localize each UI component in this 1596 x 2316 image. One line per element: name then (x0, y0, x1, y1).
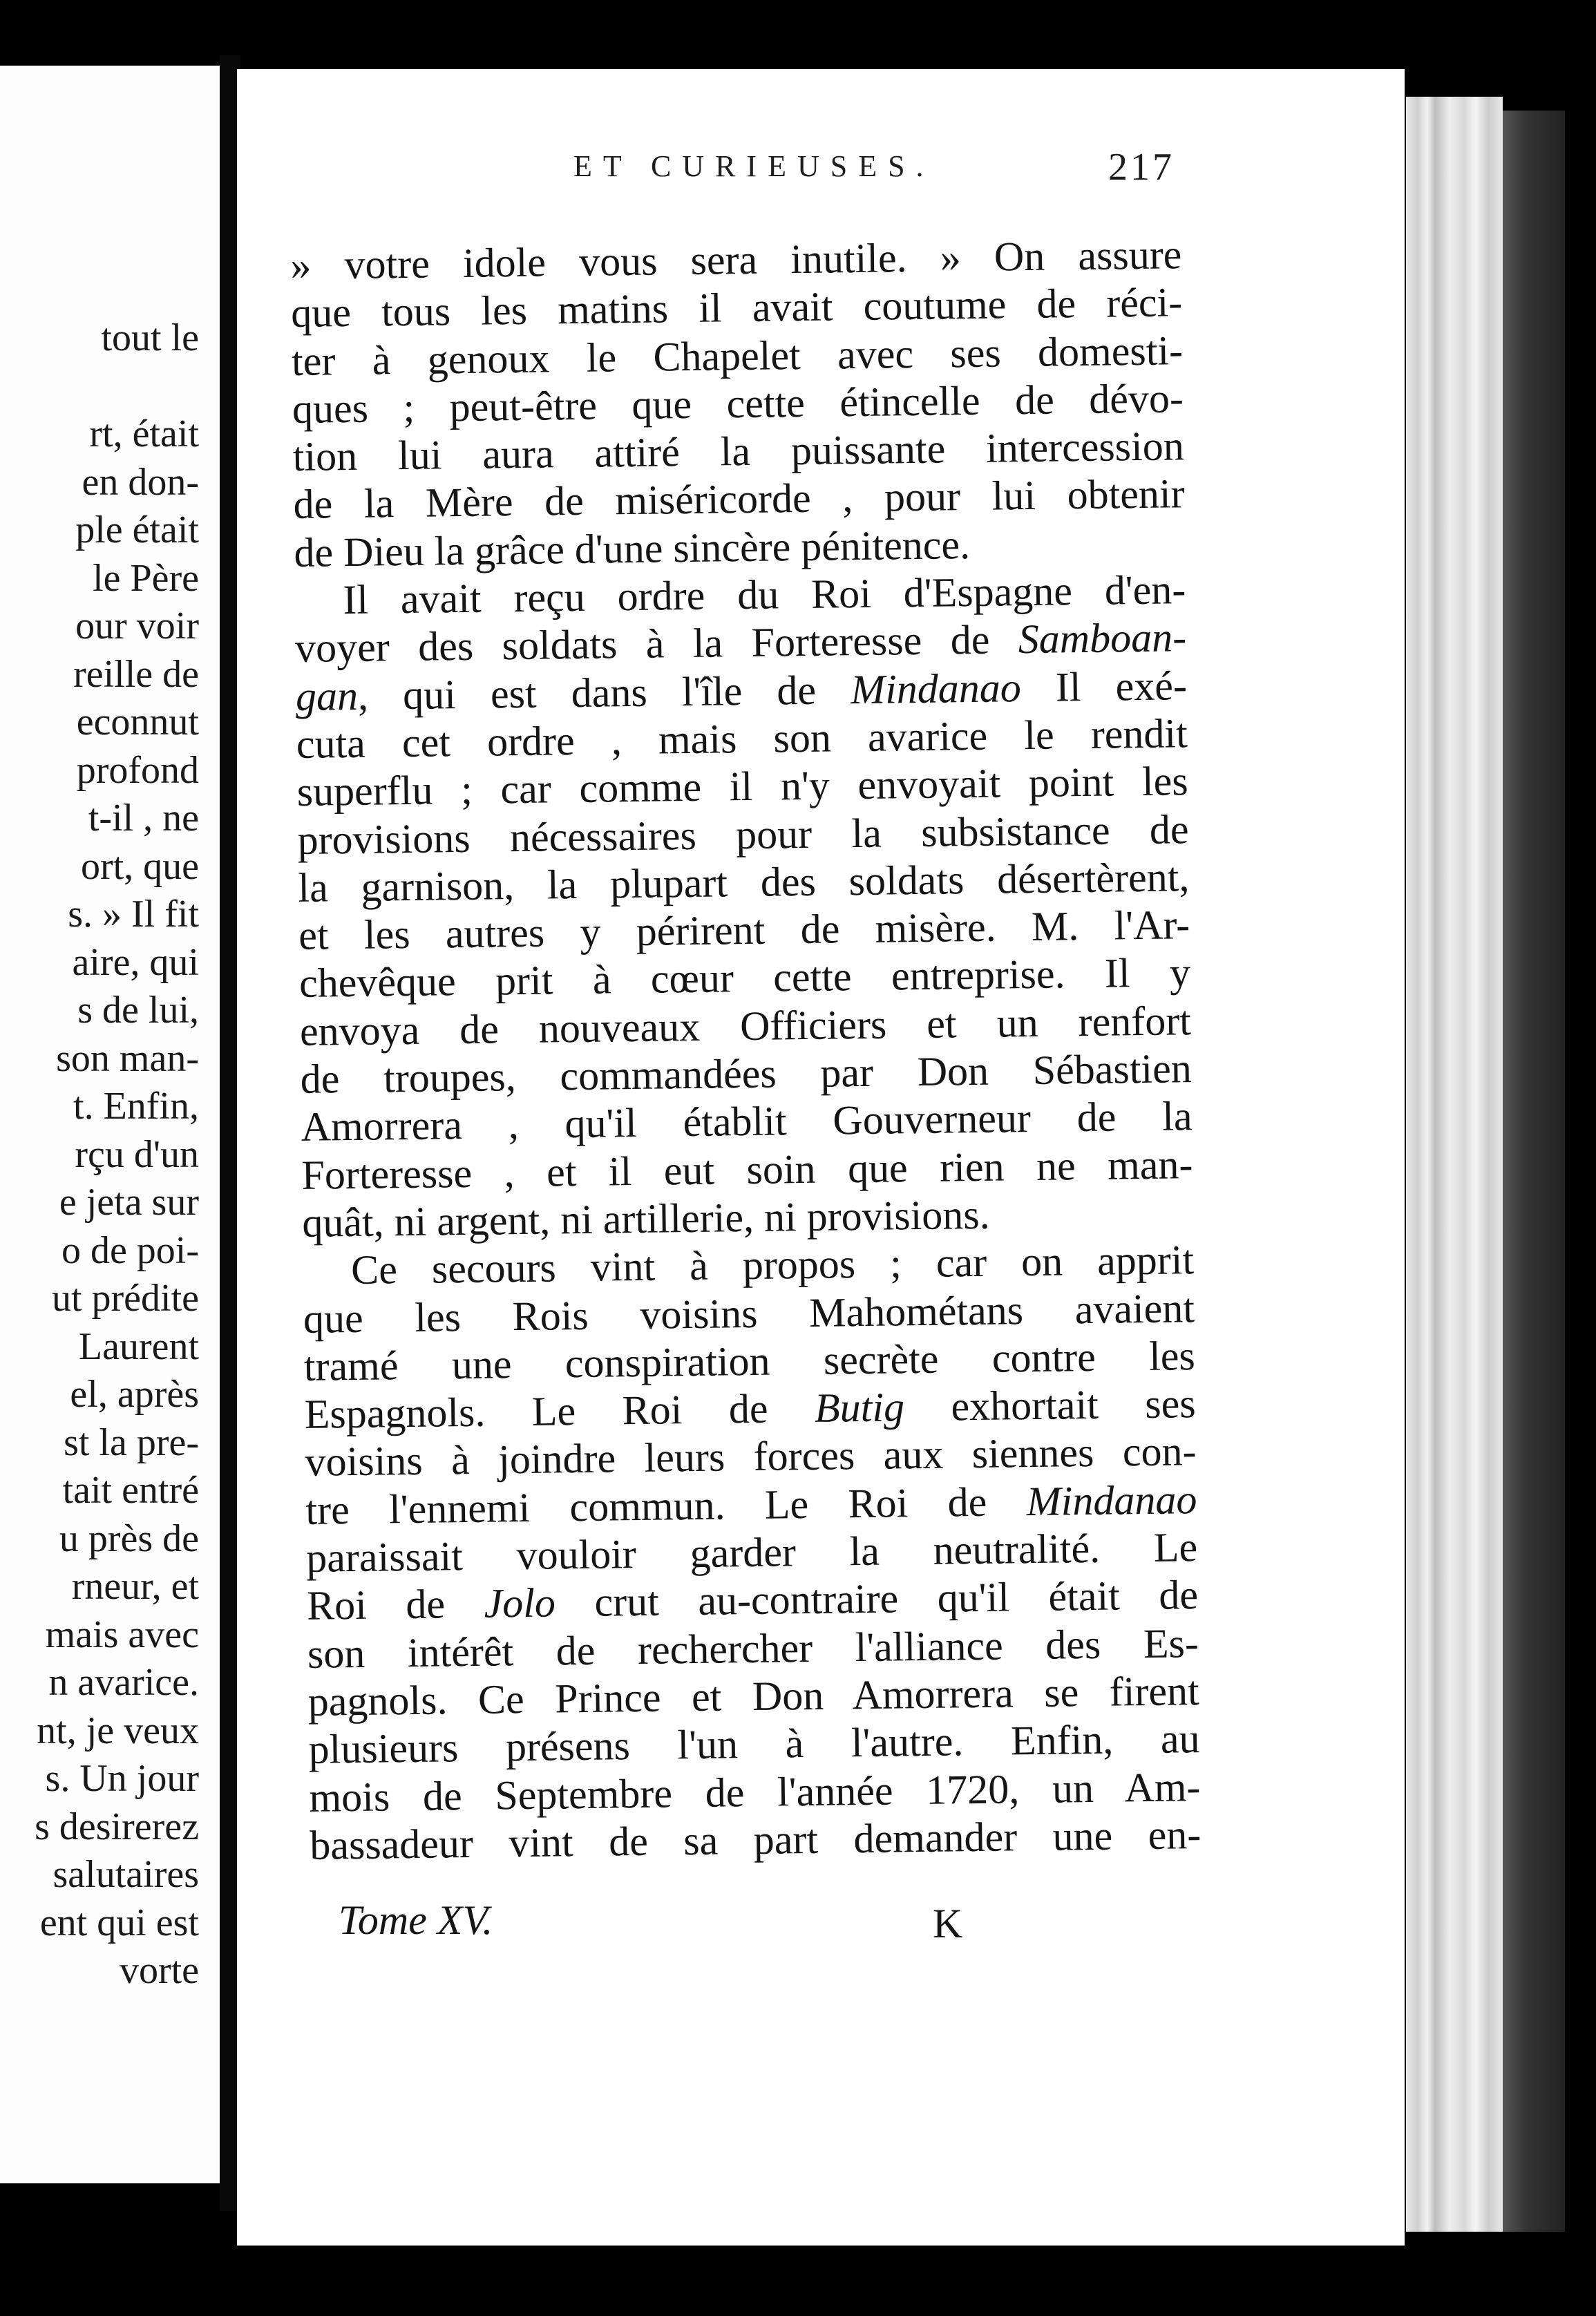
left-page-line: ple était (75, 509, 199, 551)
left-page-line: rçu d'un (75, 1132, 199, 1176)
left-page-text (35, 314, 199, 1995)
left-page-line: o de poi- (61, 1228, 199, 1272)
left-page-line: st la pre- (64, 1421, 199, 1464)
left-page-line: u près de (59, 1517, 199, 1560)
text-line: ques ; peut-être que cette étincelle de dévo- (292, 375, 1184, 432)
text-line: pagnols. Ce Prince et Don Amorrera se firent (307, 1667, 1200, 1725)
left-page-line: e jeta sur (59, 1181, 199, 1224)
body-text (290, 231, 1201, 1870)
left-page-line: econnut (76, 701, 199, 743)
text-line: son intérêt de rechercher l'alliance des Es- (307, 1620, 1199, 1677)
page-number: 217 (1108, 146, 1175, 189)
signature-mark: K (933, 1901, 963, 1946)
left-page-line: le Père (93, 556, 199, 600)
left-page-line: s. » Il fit (68, 893, 199, 936)
text-line: de troupes, commandées par Don Sébastien (300, 1045, 1193, 1102)
text-line: superflu ; car comme il n'y envoyait point les (296, 758, 1189, 815)
left-page-line: t-il , ne (88, 797, 199, 839)
left-page-line: s desirerez (35, 1805, 199, 1848)
text-line: Espagnols. Le Roi de Butig exhortait ses (304, 1380, 1197, 1437)
text-line: bassadeur vint de sa part demander une en- (309, 1811, 1201, 1868)
text-line: plusieurs présens l'un à l'autre. Enfin, au (308, 1716, 1200, 1773)
left-page-line: el, après (70, 1373, 199, 1416)
text-line: chevêque prit à cœur cette entreprise. Il y (298, 949, 1191, 1007)
left-page-line: tout le (101, 316, 199, 359)
text-line: Amorrera , qu'il établit Gouverneur de la (301, 1093, 1193, 1150)
left-page-line: ut prédite (51, 1277, 199, 1320)
text-line: que tous les matins il avait coutume de réci- (290, 279, 1183, 336)
left-page-line: en don- (82, 460, 199, 504)
left-page-line: our voir (75, 605, 199, 647)
text-line: quât, ni argent, ni artillerie, ni provisions. (301, 1191, 991, 1246)
text-line: tion lui aura attiré la puissante intercession (292, 423, 1185, 480)
page-edges (1406, 97, 1503, 2232)
left-page-line: n avarice. (48, 1661, 199, 1704)
left-page-line: rneur, et (71, 1565, 199, 1608)
page-header (332, 145, 1175, 200)
left-page-line: nt, je veux (37, 1709, 199, 1752)
running-head: ET CURIEUSES. (573, 149, 935, 183)
left-page-line: reille de (73, 652, 199, 696)
text-line: de Dieu la grâce d'une sincère pénitence. (294, 521, 971, 576)
left-page-fragment (0, 66, 220, 2183)
text-line: mois de Septembre de l'année 1720, un Am- (309, 1763, 1201, 1821)
left-page-line: salutaires (53, 1853, 199, 1896)
text-line: de la Mère de miséricorde , pour lui obtenir (293, 471, 1185, 528)
text-line: voyer des soldats à la Forteresse de Samboan- (294, 614, 1187, 672)
text-line: » votre idole vous sera inutile. » On assure (290, 231, 1182, 288)
text-line: gan, qui est dans l'île de Mindanao Il exé- (295, 662, 1188, 719)
left-page-line: mais avec (45, 1613, 199, 1656)
left-page-line: Laurent (78, 1325, 199, 1368)
text-line: Forteresse , et il eut soin que rien ne man- (301, 1141, 1193, 1198)
text-line: que les Rois voisins Mahométans avaient (303, 1284, 1195, 1342)
left-page-line: son man- (56, 1036, 199, 1080)
text-line: envoya de nouveaux Officiers et un renfort (299, 997, 1192, 1054)
text-line: paraissait vouloir garder la neutralité. Le (305, 1524, 1198, 1581)
volume-label: Tome XV. (339, 1897, 493, 1943)
text-line: provisions nécessaires pour la subsistance de (297, 806, 1189, 863)
left-page-line: rt, était (89, 412, 199, 455)
text-line: cuta cet ordre , mais son avarice le rendit (296, 710, 1188, 767)
left-page-line: profond (76, 748, 199, 792)
text-line: la garnison, la plupart des soldats désertèrent, (298, 854, 1190, 911)
left-page-line: ort, que (80, 844, 199, 888)
left-page-line: vorte (119, 1949, 199, 1992)
text-line: Roi de Jolo crut au-contraire qu'il était de (306, 1572, 1199, 1629)
text-line: Il avait reçu ordre du Roi d'Espagne d'en- (342, 567, 1186, 623)
left-page-line: ent qui est (39, 1901, 199, 1944)
left-page-line: s de lui, (77, 989, 199, 1032)
left-page-line: s. Un jour (45, 1757, 199, 1800)
book-cover-edge (1503, 111, 1565, 2232)
text-line: voisins à joindre leurs forces aux siennes con- (305, 1428, 1197, 1486)
text-line: tramé une conspiration secrète contre les (303, 1332, 1196, 1389)
left-page-line: tait entré (62, 1469, 199, 1512)
text-line: Ce secours vint à propos ; car on apprit (350, 1237, 1195, 1293)
left-page-line: aire, qui (72, 940, 199, 984)
text-line: et les autres y périrent de misère. M. l'Ar- (298, 902, 1190, 959)
left-page-line (35, 363, 199, 411)
left-page-line: t. Enfin, (73, 1085, 199, 1128)
text-line: tre l'ennemi commun. Le Roi de Mindanao (305, 1476, 1197, 1533)
text-line: ter à genoux le Chapelet avec ses domesti- (291, 327, 1184, 384)
